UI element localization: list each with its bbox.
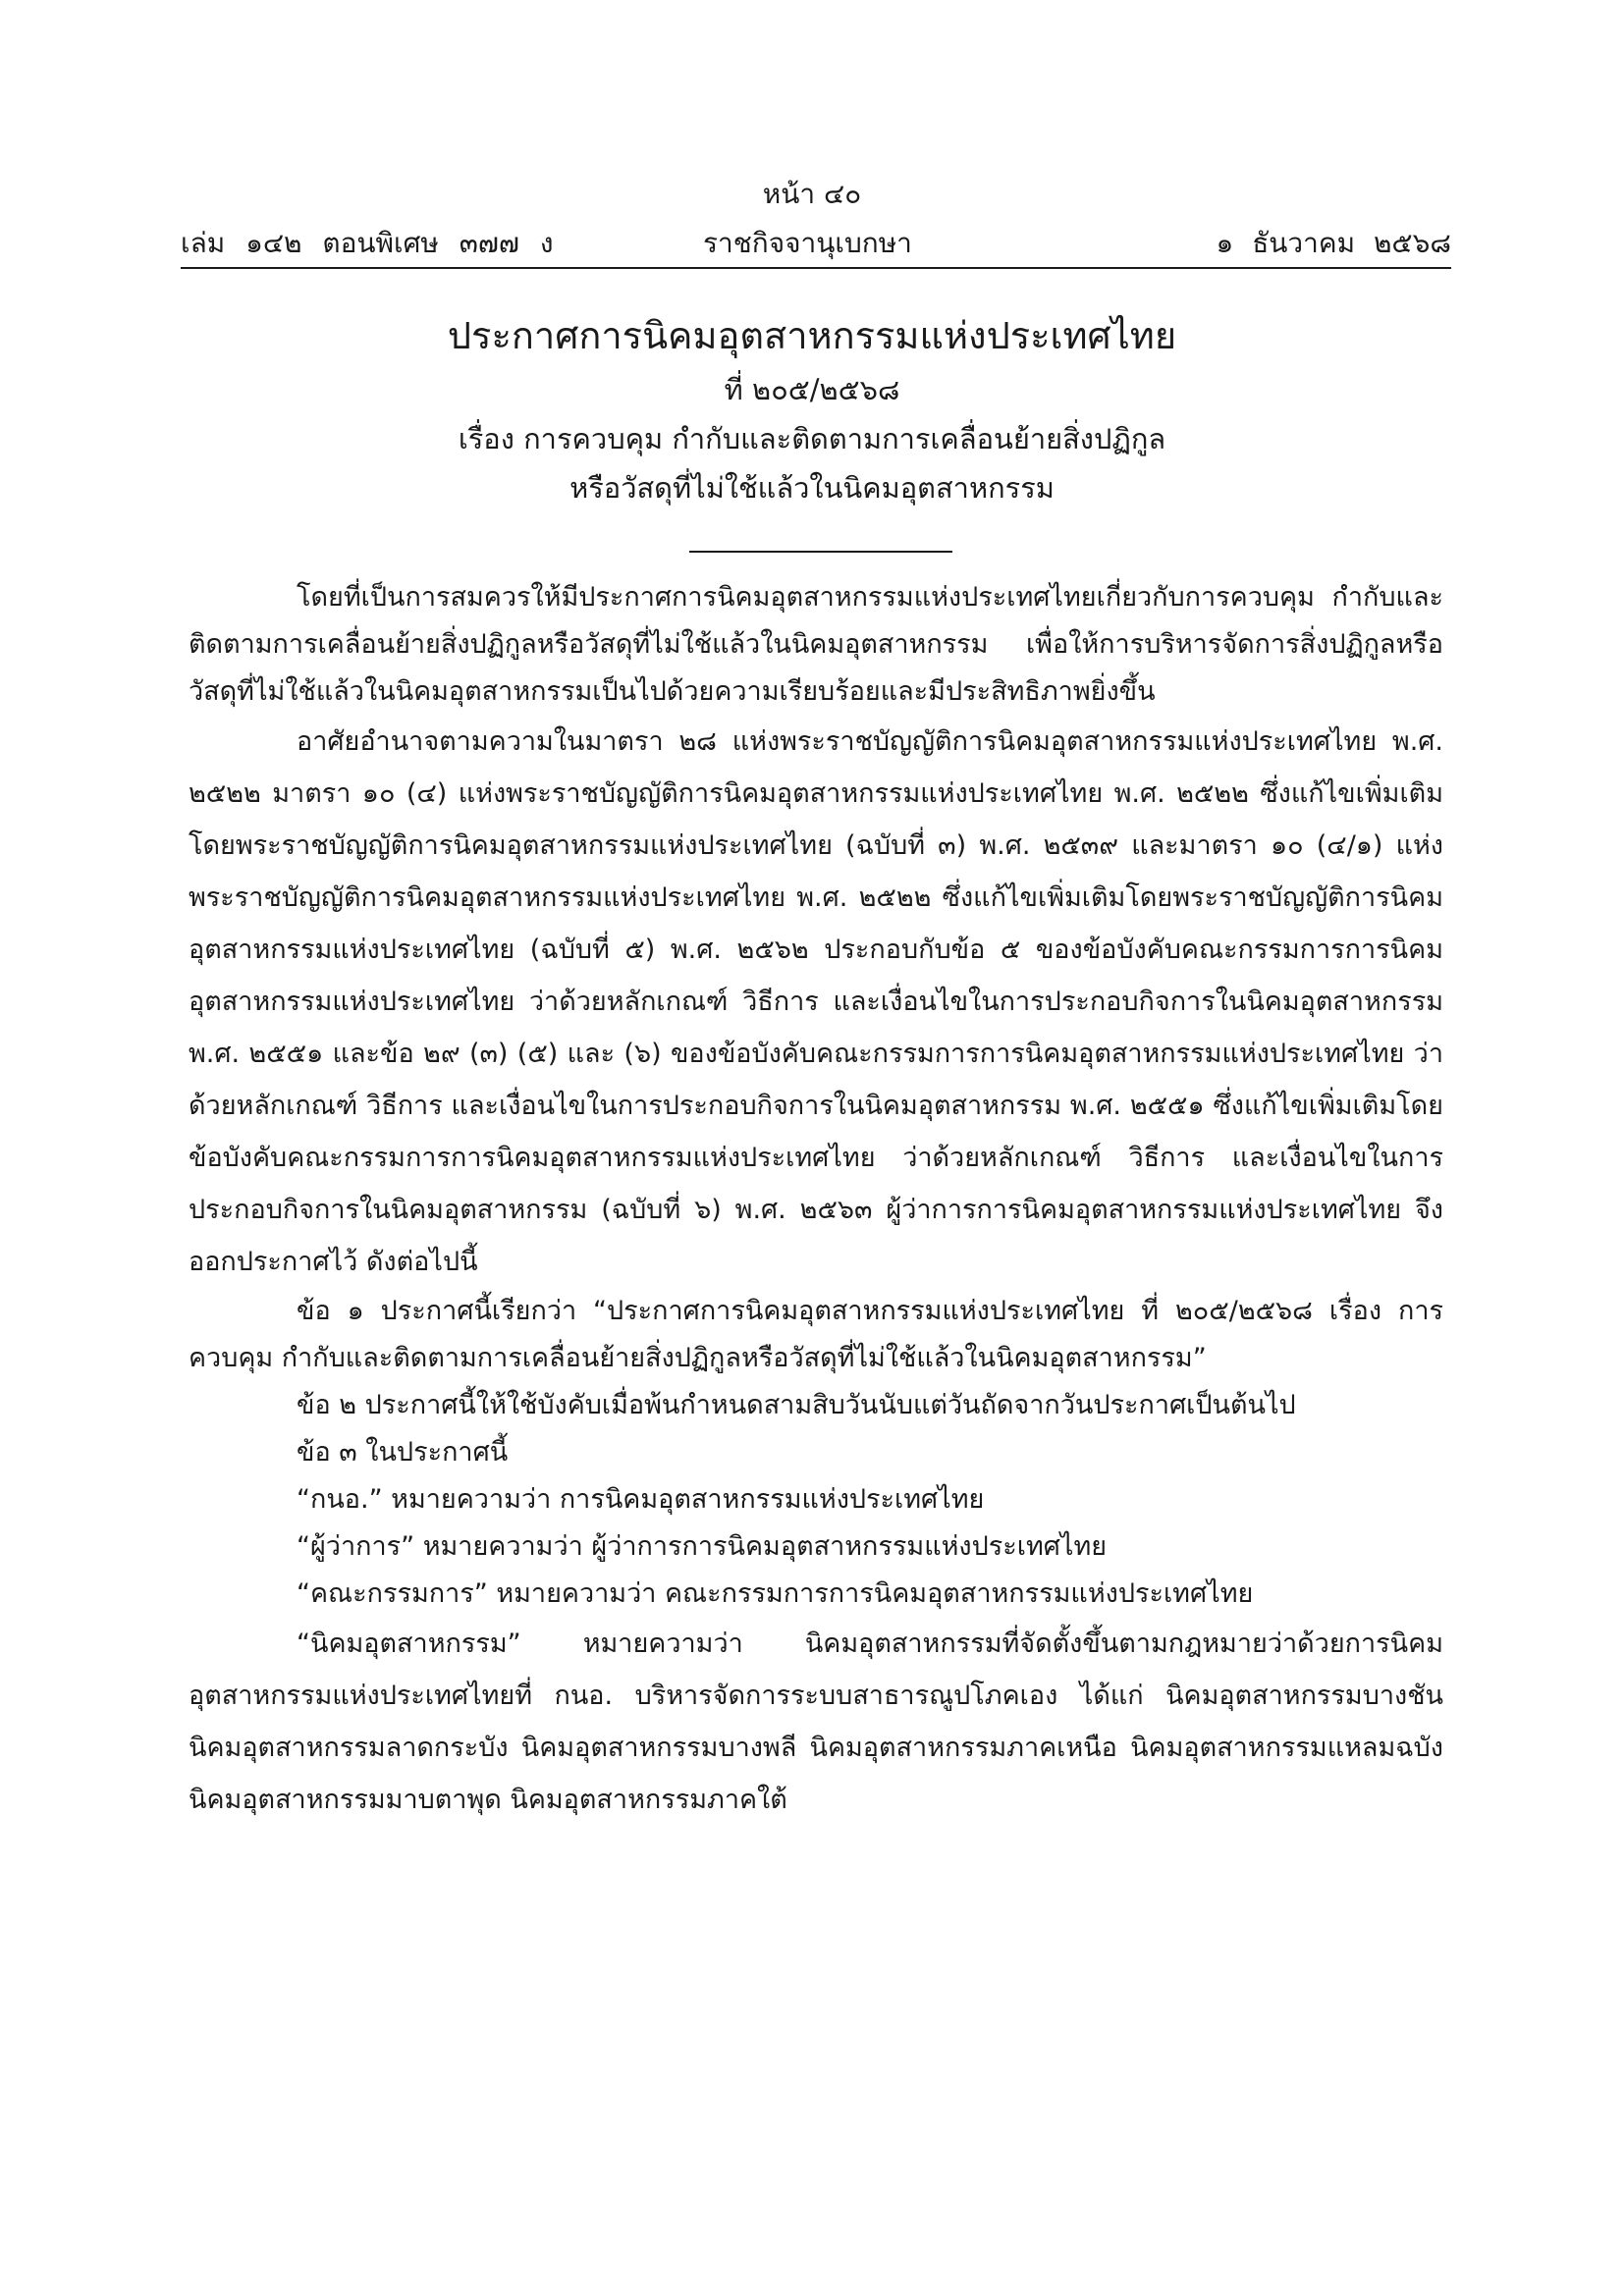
publication-date: ๑ ธันวาคม ๒๕๖๘ [1216,227,1451,259]
preamble-paragraph: โดยที่เป็นการสมควรให้มีประกาศการนิคมอุตสาหกรรมแห่งประเทศไทยเกี่ยวกับการควบคุม กำกับและติดตามการเคลื่อนย้ายสิ่งปฏิกูลหรือวัสดุที่ไม่ใช้แล้วในนิคมอุตสาหกรรม เพื่อให้การบริหารจัดการสิ่งปฏิกูลหรือวัสดุที่ไม่ใช้แล้วในนิคมอุตสาหกรรมเป็นไปด้วยความเรียบร้อยและมีประสิทธิภาพยิ่งขึ้น [189,582,1443,707]
announcement-number: ที่ ๒๐๕/๒๕๖๘ [724,373,900,406]
announcement-heading [0,306,1624,512]
announcement-subject-line1: เรื่อง การควบคุม กำกับและติดตามการเคลื่อนย้ายสิ่งปฏิกูล [458,422,1166,455]
announcement-title: ประกาศการนิคมอุตสาหกรรมแห่งประเทศไทย [447,314,1177,357]
definition-committee: “คณะกรรมการ” หมายความว่า คณะกรรมการการนิคมอุตสาหกรรมแห่งประเทศไทย [297,1578,1254,1609]
gazette-header [181,222,1451,261]
announcement-body [189,574,1443,1826]
page-number: หน้า ๔๐ [762,178,862,210]
announcement-subject-line2: หรือวัสดุที่ไม่ใช้แล้วในนิคมอุตสาหกรรม [569,471,1055,505]
definition-industrial-estate: “นิคมอุตสาหกรรม” หมายความว่า นิคมอุตสาหกรรมที่จัดตั้งขึ้นตามกฎหมายว่าด้วยการนิคมอุตสาหกรรมแห่งประเทศไทยที่ กนอ. บริหารจัดการระบบสาธารณูปโภคเอง ได้แก่ นิคมอุตสาหกรรมบางชัน นิคมอุตสาหกรรมลาดกระบัง นิคมอุตสาหกรรมบางพลี นิคมอุตสาหกรรมภาคเหนือ นิคมอุตสาหกรรมแหลมฉบัง นิคมอุตสาหกรรมมาบตาพุด นิคมอุตสาหกรรมภาคใต้ [189,1629,1443,1815]
publication-name: ราชกิจจานุเบกษา [703,227,912,259]
clause-2: ข้อ ๒ ประกาศนี้ให้ใช้บังคับเมื่อพ้นกำหนดสามสิบวันนับแต่วันถัดจากวันประกาศเป็นต้นไป [297,1390,1296,1420]
definition-ieat: “กนอ.” หมายความว่า การนิคมอุตสาหกรรมแห่งประเทศไทย [297,1484,985,1515]
definition-governor: “ผู้ว่าการ” หมายความว่า ผู้ว่าการการนิคมอุตสาหกรรมแห่งประเทศไทย [297,1531,1108,1562]
legal-basis-paragraph: อาศัยอำนาจตามความในมาตรา ๒๘ แห่งพระราชบัญญัติการนิคมอุตสาหกรรมแห่งประเทศไทย พ.ศ. ๒๕๒๒ มาตรา ๑๐ (๔) แห่งพระราชบัญญัติการนิคมอุตสาหกรรมแห่งประเทศไทย พ.ศ. ๒๕๒๒ ซึ่งแก้ไขเพิ่มเติมโดยพระราชบัญญัติการนิคมอุตสาหกรรมแห่งประเทศไทย (ฉบับที่ ๓) พ.ศ. ๒๕๓๙ และมาตรา ๑๐ (๔/๑) แห่งพระราชบัญญัติการนิคมอุตสาหกรรมแห่งประเทศไทย พ.ศ. ๒๕๒๒ ซึ่งแก้ไขเพิ่มเติมโดยพระราชบัญญัติการนิคมอุตสาหกรรมแห่งประเทศไทย (ฉบับที่ ๕) พ.ศ. ๒๕๖๒ ประกอบกับข้อ ๕ ของข้อบังคับคณะกรรมการการนิคมอุตสาหกรรมแห่งประเทศไทย ว่าด้วยหลักเกณฑ์ วิธีการ และเงื่อนไขในการประกอบกิจการในนิคมอุตสาหกรรม พ.ศ. ๒๕๕๑ และข้อ ๒๙ (๓) (๕) และ (๖) ของข้อบังคับคณะกรรมการการนิคมอุตสาหกรรมแห่งประเทศไทย ว่าด้วยหลักเกณฑ์ วิธีการ และเงื่อนไขในการประกอบกิจการในนิคมอุตสาหกรรม พ.ศ. ๒๕๕๑ ซึ่งแก้ไขเพิ่มเติมโดยข้อบังคับคณะกรรมการการนิคมอุตสาหกรรมแห่งประเทศไทย ว่าด้วยหลักเกณฑ์ วิธีการ และเงื่อนไขในการประกอบกิจการในนิคมอุตสาหกรรม (ฉบับที่ ๖) พ.ศ. ๒๕๖๓ ผู้ว่าการการนิคมอุตสาหกรรมแห่งประเทศไทย จึงออกประกาศไว้ ดังต่อไปนี้ [189,726,1443,1277]
volume-issue: เล่ม ๑๔๒ ตอนพิเศษ ๓๗๗ ง [181,227,554,259]
header-divider [181,267,1451,269]
clause-3: ข้อ ๓ ในประกาศนี้ [297,1437,509,1468]
clause-1: ข้อ ๑ ประกาศนี้เรียกว่า “ประกาศการนิคมอุตสาหกรรมแห่งประเทศไทย ที่ ๒๐๕/๒๕๖๘ เรื่อง การควบคุม กำกับและติดตามการเคลื่อนย้ายสิ่งปฏิกูลหรือวัสดุที่ไม่ใช้แล้วในนิคมอุตสาหกรรม” [189,1296,1443,1373]
title-divider [689,551,952,553]
